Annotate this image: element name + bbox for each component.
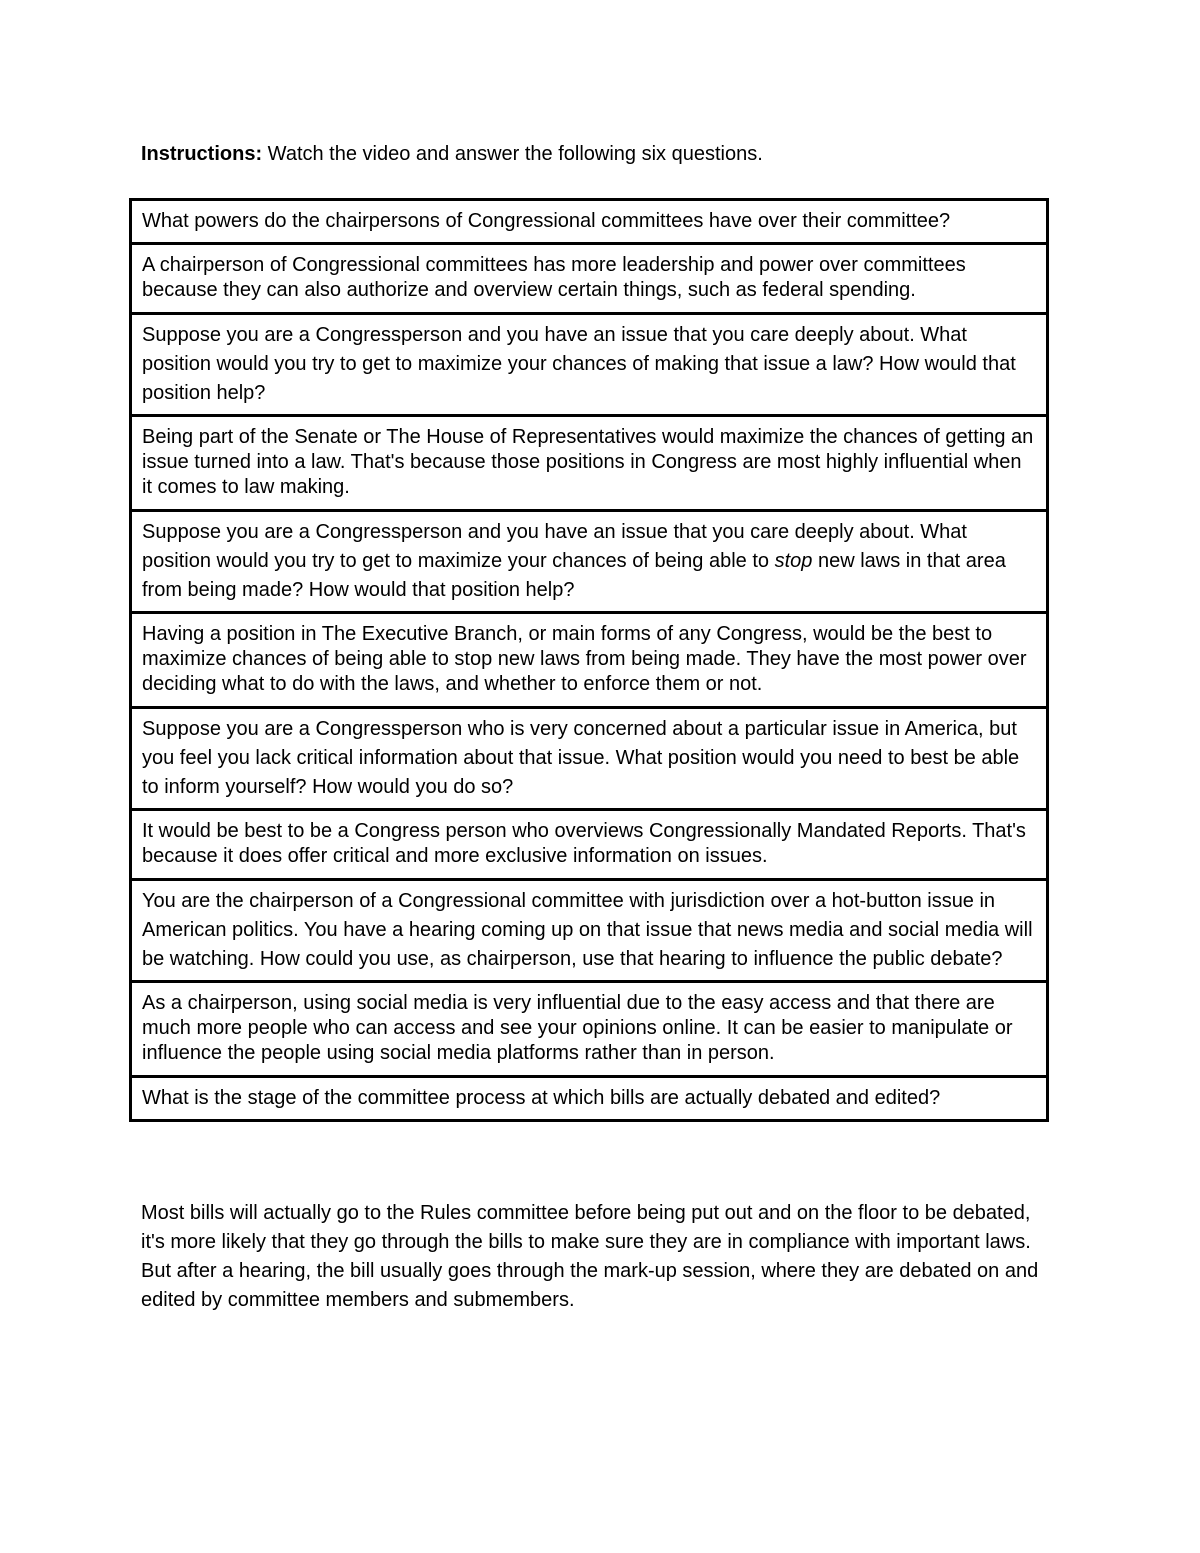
question-6: What is the stage of the committee process at which bills are actually debated and edited? <box>131 1077 1048 1121</box>
question-2: Suppose you are a Congressperson and you have an issue that you care deeply about. What position would you try to get to maximize your chances of making that issue a law? How would that position help? <box>131 314 1048 416</box>
question-3-emphasis: stop <box>774 550 813 572</box>
answer-row-3 <box>131 613 1048 708</box>
instructions-label: Instructions: <box>141 143 263 165</box>
question-3-text-before: Suppose you are a Congressperson and you have an issue that you care deeply about. What position would you try to get to maximize your chances of being able to <box>142 521 967 572</box>
answer-6: Most bills will actually go to the Rules committee before being put out and on the floor to be debated, it's more likely that they go through the bills to make sure they are in compliance with important laws. But after a hearing, the bill usually goes through the mark-up session, where they are debated on and edited by committee members and submembers. <box>141 1202 1039 1311</box>
answer-row-4 <box>131 810 1048 880</box>
question-3-text-after: new laws in that area from being made? How would that position help? <box>142 550 1006 601</box>
answer-row-1 <box>131 244 1048 314</box>
question-5: You are the chairperson of a Congressional committee with jurisdiction over a hot-button issue in American politics. You have a hearing coming up on that issue that news media and social media will be watching. How could you use, as chairperson, use that hearing to influence the public debate? <box>131 880 1048 982</box>
question-1: What powers do the chairpersons of Congressional committees have over their committee? <box>131 200 1048 244</box>
answer-2: Being part of the Senate or The House of Representatives would maximize the chances of getting an issue turned into a law. That's because those positions in Congress are most highly influential when it comes to law making. <box>131 416 1048 511</box>
question-row-6 <box>131 1077 1048 1121</box>
question-3 <box>131 511 1048 613</box>
answer-1: A chairperson of Congressional committees has more leadership and power over committees because they can also authorize and overview certain things, such as federal spending. <box>131 244 1048 314</box>
answer-5: As a chairperson, using social media is very influential due to the easy access and that there are much more people who can access and see your opinions online. It can be easier to manipulate or influence the people using social media platforms rather than in person. <box>131 982 1048 1077</box>
question-row-2 <box>131 314 1048 416</box>
answer-3: Having a position in The Executive Branch, or main forms of any Congress, would be the best to maximize chances of being able to stop new laws from being made. They have the most power over deciding what to do with the laws, and whether to enforce them or not. <box>131 613 1048 708</box>
question-4: Suppose you are a Congressperson who is very concerned about a particular issue in America, but you feel you lack critical information about that issue. What position would you need to best be able to inform yourself? How would you do so? <box>131 708 1048 810</box>
answer-4: It would be best to be a Congress person who overviews Congressionally Mandated Reports. That's because it does offer critical and more exclusive information on issues. <box>131 810 1048 880</box>
answer-row-2 <box>131 416 1048 511</box>
question-answer-table <box>129 198 1049 1122</box>
instructions-text: Watch the video and answer the following six questions. <box>262 143 763 165</box>
question-row-4 <box>131 708 1048 810</box>
question-row-1 <box>131 200 1048 244</box>
answer-row-5 <box>131 982 1048 1077</box>
instructions-line <box>141 141 763 167</box>
question-row-5 <box>131 880 1048 982</box>
question-row-3 <box>131 511 1048 613</box>
